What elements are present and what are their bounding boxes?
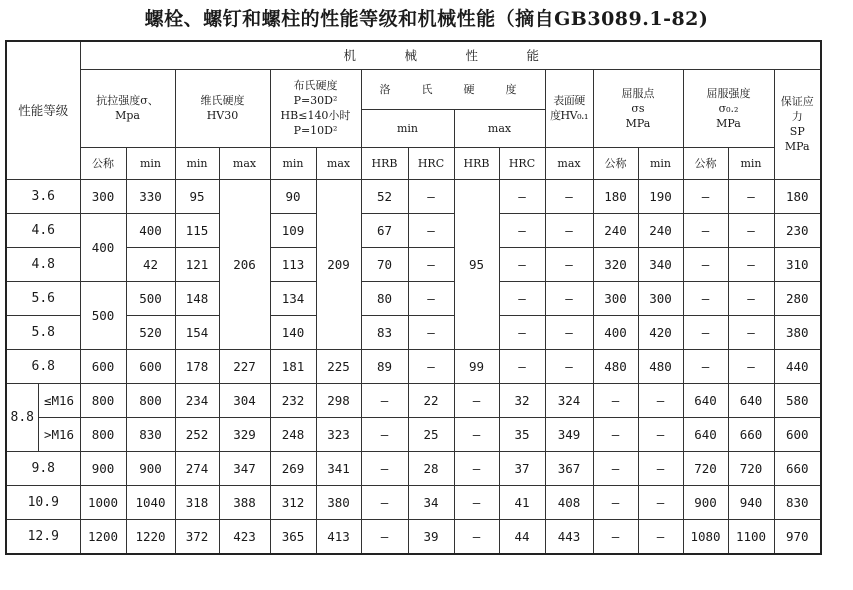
- sp-cell: 310: [774, 247, 821, 281]
- ts-nominal-cell: 300: [80, 179, 126, 213]
- hv-min-cell: 154: [175, 315, 219, 349]
- surface-cell: —: [545, 315, 593, 349]
- header-proof-stress: [774, 69, 821, 179]
- hrc-max-cell: —: [499, 281, 545, 315]
- y02-nominal-cell: 640: [683, 383, 728, 417]
- y02-min-cell: —: [728, 247, 774, 281]
- y02-nominal-cell: —: [683, 315, 728, 349]
- hv-min-cell: 95: [175, 179, 219, 213]
- y02-nominal-cell: —: [683, 179, 728, 213]
- header-yield-strength: [683, 69, 774, 147]
- header-hrc-min: HRC: [408, 147, 454, 179]
- proof-symbol: SP: [789, 125, 805, 138]
- surface-cell: 443: [545, 519, 593, 554]
- table-row: [6, 519, 821, 554]
- vickers-label: 维氏硬度: [200, 94, 245, 107]
- ts-min-cell: 400: [126, 213, 175, 247]
- ys-min-cell: —: [638, 451, 683, 485]
- rockwell-label: 洛 氏 硬 度: [379, 82, 527, 96]
- ys-nominal-cell: —: [593, 451, 638, 485]
- hv-min-cell: 148: [175, 281, 219, 315]
- header-vickers-max: max: [219, 147, 270, 179]
- hv-min-cell: 372: [175, 519, 219, 554]
- y02-nominal-cell: 1080: [683, 519, 728, 554]
- ts-nominal-merged-cell: 400: [80, 213, 126, 281]
- grade-cell-8-8: 8.8: [6, 383, 38, 451]
- ys-min-cell: 480: [638, 349, 683, 383]
- hrc-min-cell: 39: [408, 519, 454, 554]
- surface-cell: 367: [545, 451, 593, 485]
- ts-min-cell: 520: [126, 315, 175, 349]
- ys-min-cell: 420: [638, 315, 683, 349]
- hb-max-merged-cell: 209: [316, 179, 361, 349]
- ts-min-cell: 600: [126, 349, 175, 383]
- ts-nominal-cell: 1200: [80, 519, 126, 554]
- hrb-max-cell: —: [454, 417, 499, 451]
- grade-sub-cell: >M16: [38, 417, 80, 451]
- sp-cell: 830: [774, 485, 821, 519]
- hrc-max-cell: 35: [499, 417, 545, 451]
- hrb-min-cell: 67: [361, 213, 408, 247]
- hrc-max-cell: —: [499, 179, 545, 213]
- header-grade: 性能等级: [6, 41, 80, 179]
- header-brinell-min: min: [270, 147, 316, 179]
- hb-min-cell: 134: [270, 281, 316, 315]
- header-rockwell-max: max: [454, 109, 545, 147]
- table-row: [6, 417, 821, 451]
- grade-sub-cell: ≤M16: [38, 383, 80, 417]
- hrc-min-cell: —: [408, 349, 454, 383]
- hrc-max-cell: —: [499, 349, 545, 383]
- proof-unit: MPa: [784, 140, 810, 153]
- hv-max-cell: 329: [219, 417, 270, 451]
- y02-min-cell: —: [728, 281, 774, 315]
- ys-nominal-cell: 320: [593, 247, 638, 281]
- sp-cell: 440: [774, 349, 821, 383]
- header-vickers-hardness: [175, 69, 270, 147]
- ts-nominal-cell: 800: [80, 383, 126, 417]
- sp-cell: 580: [774, 383, 821, 417]
- ys-nominal-cell: 180: [593, 179, 638, 213]
- hb-min-cell: 90: [270, 179, 316, 213]
- hrb-min-cell: 83: [361, 315, 408, 349]
- proof-label-1: 保证应: [780, 95, 814, 108]
- sp-cell: 230: [774, 213, 821, 247]
- grade-cell: 5.8: [6, 315, 80, 349]
- surface-cell: 408: [545, 485, 593, 519]
- surface-label: 表面硬: [553, 94, 585, 107]
- hrb-min-cell: 80: [361, 281, 408, 315]
- hb-min-cell: 109: [270, 213, 316, 247]
- y02-nominal-cell: —: [683, 213, 728, 247]
- header-tensile-min: min: [126, 147, 175, 179]
- y02-min-cell: 940: [728, 485, 774, 519]
- header-vickers-min: min: [175, 147, 219, 179]
- ys-nominal-cell: —: [593, 417, 638, 451]
- table-row: [6, 179, 821, 213]
- table-row: [6, 349, 821, 383]
- sp-cell: 660: [774, 451, 821, 485]
- sp-cell: 380: [774, 315, 821, 349]
- header-yield-point-min: min: [638, 147, 683, 179]
- hv-max-cell: 388: [219, 485, 270, 519]
- hrb-min-cell: —: [361, 383, 408, 417]
- header-rockwell-hardness: [361, 69, 545, 109]
- yield-point-unit: MPa: [625, 116, 651, 130]
- hb-min-cell: 113: [270, 247, 316, 281]
- ts-nominal-cell: 800: [80, 417, 126, 451]
- hrb-min-cell: 70: [361, 247, 408, 281]
- header-tensile-strength: [80, 69, 175, 147]
- sp-cell: 280: [774, 281, 821, 315]
- hrc-min-cell: —: [408, 315, 454, 349]
- ts-nominal-merged-cell: 500: [80, 281, 126, 349]
- y02-min-cell: —: [728, 349, 774, 383]
- table-row: [6, 247, 821, 281]
- hv-max-cell: 304: [219, 383, 270, 417]
- surface-cell: —: [545, 247, 593, 281]
- table-row: [6, 383, 821, 417]
- ys-min-cell: 240: [638, 213, 683, 247]
- table-row: [6, 281, 821, 315]
- grade-cell: 9.8: [6, 451, 80, 485]
- ys-min-cell: 190: [638, 179, 683, 213]
- mechanical-properties-table: [5, 40, 822, 555]
- hb-max-cell: 380: [316, 485, 361, 519]
- hv-min-cell: 318: [175, 485, 219, 519]
- hb-min-cell: 140: [270, 315, 316, 349]
- header-tensile-nominal: 公称: [80, 147, 126, 179]
- hb-min-cell: 269: [270, 451, 316, 485]
- hv-min-cell: 234: [175, 383, 219, 417]
- tensile-label: 抗拉强度σ、: [96, 94, 159, 107]
- header-yield-strength-nominal: 公称: [683, 147, 728, 179]
- hrc-min-cell: 28: [408, 451, 454, 485]
- header-mech-text: 机 械 性 能: [343, 47, 557, 63]
- y02-min-cell: 660: [728, 417, 774, 451]
- grade-cell: 10.9: [6, 485, 80, 519]
- hrc-max-cell: —: [499, 247, 545, 281]
- yield-strength-unit: MPa: [716, 116, 741, 130]
- y02-nominal-cell: —: [683, 349, 728, 383]
- ys-nominal-cell: —: [593, 519, 638, 554]
- hv-max-cell: 227: [219, 349, 270, 383]
- vickers-unit: HV30: [206, 109, 239, 122]
- surface-cell: 349: [545, 417, 593, 451]
- y02-min-cell: 640: [728, 383, 774, 417]
- surface-cell: —: [545, 213, 593, 247]
- y02-min-cell: 720: [728, 451, 774, 485]
- hrc-max-cell: 44: [499, 519, 545, 554]
- grade-cell: 12.9: [6, 519, 80, 554]
- header-row-2: [6, 69, 821, 109]
- hb-min-cell: 248: [270, 417, 316, 451]
- hrb-min-cell: —: [361, 451, 408, 485]
- hb-max-cell: 323: [316, 417, 361, 451]
- hv-max-cell: 423: [219, 519, 270, 554]
- header-hrc-max: HRC: [499, 147, 545, 179]
- header-rockwell-min: min: [361, 109, 454, 147]
- grade-cell: 3.6: [6, 179, 80, 213]
- header-mechanical-properties: [80, 41, 821, 69]
- hrb-min-cell: 52: [361, 179, 408, 213]
- header-row-1: [6, 41, 821, 69]
- ts-min-cell: 1040: [126, 485, 175, 519]
- y02-nominal-cell: 900: [683, 485, 728, 519]
- brinell-cond-2: HB≤140小时: [280, 109, 351, 122]
- header-surface-hardness: [545, 69, 593, 147]
- ts-min-cell: 800: [126, 383, 175, 417]
- header-brinell-hardness: [270, 69, 361, 147]
- proof-label-2: 力: [791, 110, 803, 123]
- hrb-max-cell: —: [454, 519, 499, 554]
- table-row: [6, 485, 821, 519]
- ts-min-cell: 42: [126, 247, 175, 281]
- hv-min-cell: 178: [175, 349, 219, 383]
- hv-min-cell: 252: [175, 417, 219, 451]
- table-row: [6, 451, 821, 485]
- hrc-min-cell: 25: [408, 417, 454, 451]
- ys-nominal-cell: —: [593, 485, 638, 519]
- hb-max-cell: 225: [316, 349, 361, 383]
- y02-nominal-cell: 640: [683, 417, 728, 451]
- y02-nominal-cell: —: [683, 247, 728, 281]
- ts-min-cell: 330: [126, 179, 175, 213]
- hv-min-cell: 121: [175, 247, 219, 281]
- header-yield-point-nominal: 公称: [593, 147, 638, 179]
- hb-min-cell: 232: [270, 383, 316, 417]
- ys-nominal-cell: 300: [593, 281, 638, 315]
- hrc-max-cell: —: [499, 213, 545, 247]
- ys-min-cell: 340: [638, 247, 683, 281]
- surface-cell: —: [545, 179, 593, 213]
- hrb-min-cell: —: [361, 519, 408, 554]
- hb-max-cell: 298: [316, 383, 361, 417]
- hb-max-cell: 341: [316, 451, 361, 485]
- hrc-min-cell: —: [408, 213, 454, 247]
- hrb-max-cell: —: [454, 451, 499, 485]
- header-surface-max: max: [545, 147, 593, 179]
- ys-min-cell: 300: [638, 281, 683, 315]
- y02-min-cell: —: [728, 213, 774, 247]
- hrc-max-cell: 37: [499, 451, 545, 485]
- grade-cell: 4.6: [6, 213, 80, 247]
- yield-strength-symbol: σ₀.₂: [718, 101, 739, 115]
- ts-min-cell: 900: [126, 451, 175, 485]
- ts-nominal-cell: 900: [80, 451, 126, 485]
- ys-nominal-cell: 240: [593, 213, 638, 247]
- hrb-max-cell: —: [454, 383, 499, 417]
- ys-nominal-cell: —: [593, 383, 638, 417]
- grade-cell: 4.8: [6, 247, 80, 281]
- brinell-cond-3: P=10D²: [293, 124, 338, 137]
- hb-min-cell: 181: [270, 349, 316, 383]
- hb-min-cell: 312: [270, 485, 316, 519]
- hrc-min-cell: —: [408, 281, 454, 315]
- hrc-min-cell: —: [408, 179, 454, 213]
- header-hrb-min: HRB: [361, 147, 408, 179]
- y02-min-cell: 1100: [728, 519, 774, 554]
- hrc-min-cell: 22: [408, 383, 454, 417]
- ts-nominal-cell: 1000: [80, 485, 126, 519]
- ys-nominal-cell: 400: [593, 315, 638, 349]
- ys-nominal-cell: 480: [593, 349, 638, 383]
- header-yield-point: [593, 69, 683, 147]
- ts-nominal-cell: 600: [80, 349, 126, 383]
- ts-min-cell: 500: [126, 281, 175, 315]
- grade-cell: 6.8: [6, 349, 80, 383]
- brinell-cond-1: P=30D²: [293, 94, 338, 107]
- hrc-max-cell: 32: [499, 383, 545, 417]
- header-hrb-max: HRB: [454, 147, 499, 179]
- surface-cell: —: [545, 349, 593, 383]
- y02-min-cell: —: [728, 179, 774, 213]
- ys-min-cell: —: [638, 383, 683, 417]
- header-brinell-max: max: [316, 147, 361, 179]
- hrc-min-cell: 34: [408, 485, 454, 519]
- surface-cell: 324: [545, 383, 593, 417]
- tensile-unit: Mpa: [115, 109, 140, 122]
- surface-unit: 度HV₀.₁: [550, 109, 588, 122]
- hrb-max-cell: —: [454, 485, 499, 519]
- sp-cell: 600: [774, 417, 821, 451]
- sp-cell: 180: [774, 179, 821, 213]
- hv-min-cell: 274: [175, 451, 219, 485]
- ts-min-cell: 830: [126, 417, 175, 451]
- y02-min-cell: —: [728, 315, 774, 349]
- hrb-max-cell: 99: [454, 349, 499, 383]
- y02-nominal-cell: —: [683, 281, 728, 315]
- hrb-max-merged-cell: 95: [454, 179, 499, 349]
- hrb-min-cell: —: [361, 417, 408, 451]
- surface-cell: —: [545, 281, 593, 315]
- y02-nominal-cell: 720: [683, 451, 728, 485]
- document-title: 螺栓、螺钉和螺柱的性能等级和机械性能（摘自GB3089.1-82): [144, 8, 709, 30]
- yield-point-label: 屈服点: [621, 86, 655, 100]
- hb-min-cell: 365: [270, 519, 316, 554]
- header-yield-strength-min: min: [728, 147, 774, 179]
- header-row-4: [6, 147, 821, 179]
- table-row: [6, 213, 821, 247]
- ys-min-cell: —: [638, 417, 683, 451]
- hv-min-cell: 115: [175, 213, 219, 247]
- hv-max-cell: 347: [219, 451, 270, 485]
- hv-max-merged-cell: 206: [219, 179, 270, 349]
- hb-max-cell: 413: [316, 519, 361, 554]
- grade-cell: 5.6: [6, 281, 80, 315]
- brinell-label: 布氏硬度: [293, 79, 338, 92]
- ys-min-cell: —: [638, 519, 683, 554]
- hrc-max-cell: 41: [499, 485, 545, 519]
- hrc-max-cell: —: [499, 315, 545, 349]
- yield-point-symbol: σs: [631, 101, 645, 115]
- ys-min-cell: —: [638, 485, 683, 519]
- table-row: [6, 315, 821, 349]
- hrb-min-cell: —: [361, 485, 408, 519]
- yield-strength-label: 屈服强度: [706, 86, 751, 100]
- ts-min-cell: 1220: [126, 519, 175, 554]
- hrb-min-cell: 89: [361, 349, 408, 383]
- hrc-min-cell: —: [408, 247, 454, 281]
- sp-cell: 970: [774, 519, 821, 554]
